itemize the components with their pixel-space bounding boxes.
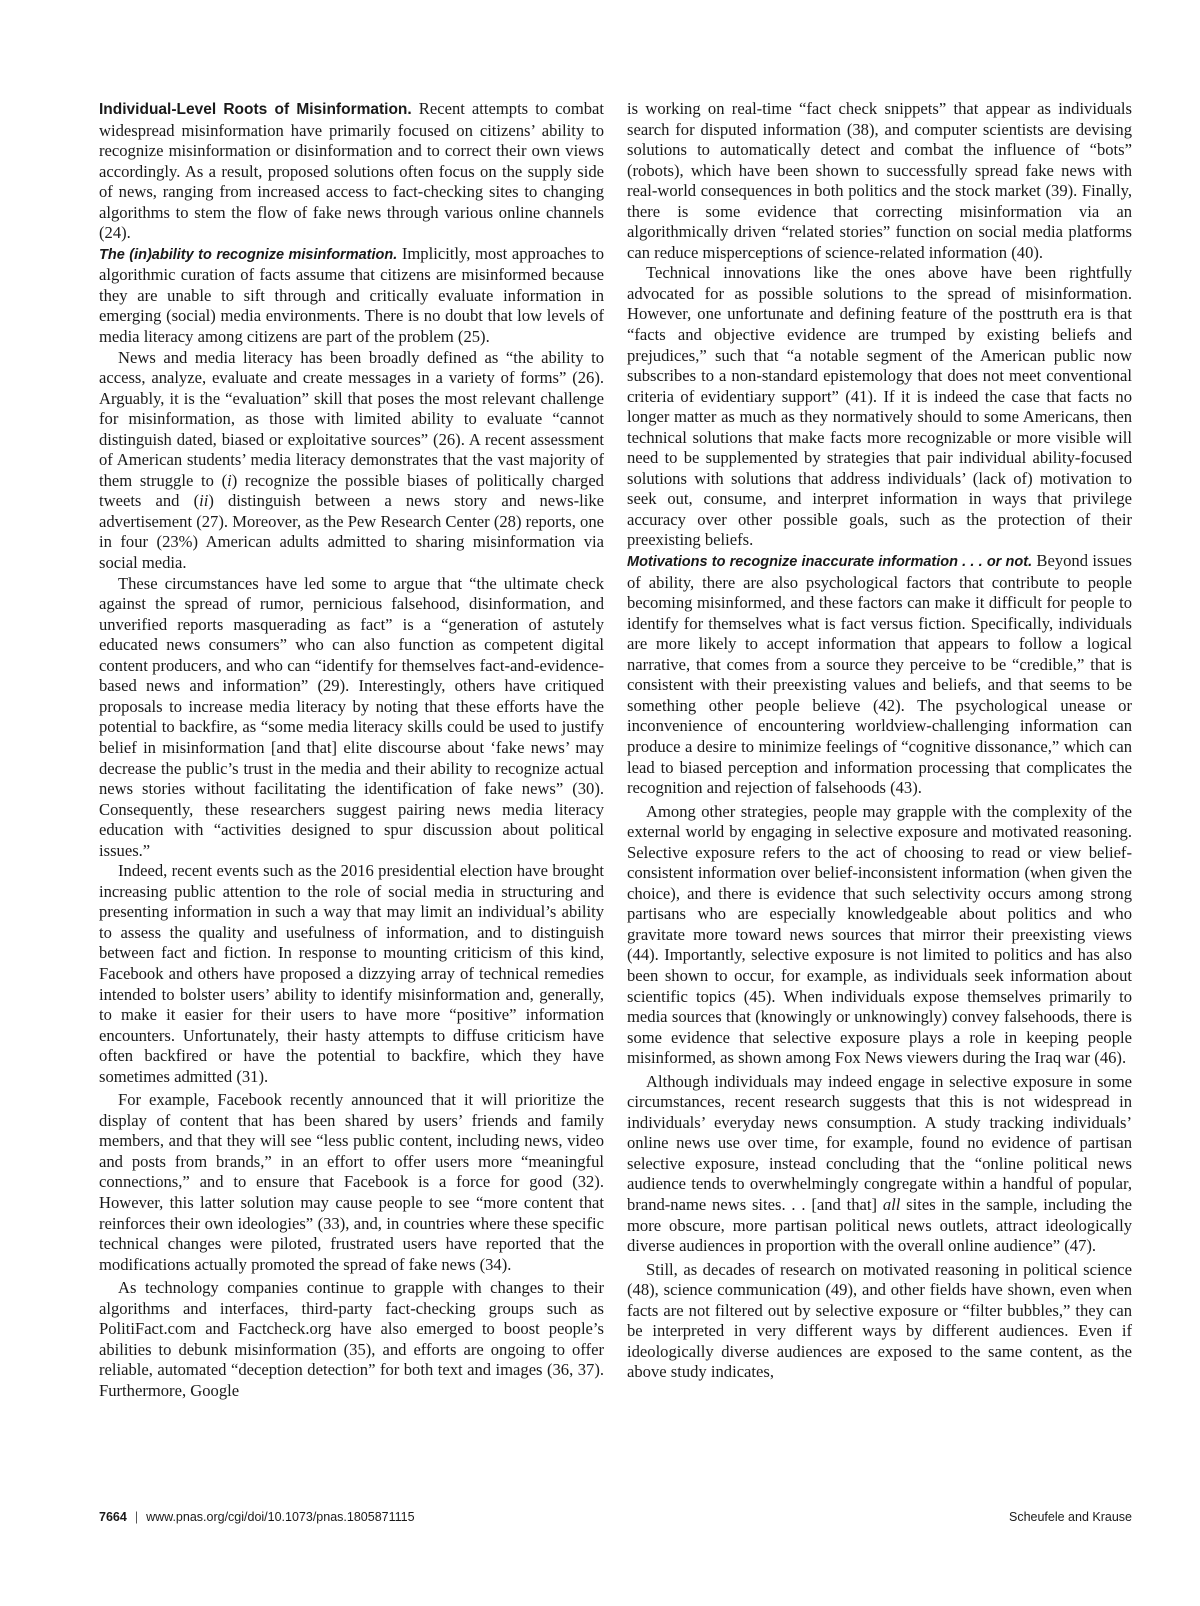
right-column: [627, 99, 1132, 1383]
doi-link[interactable]: www.pnas.org/cgi/doi/10.1073/pnas.1805871115: [146, 1510, 415, 1524]
paragraph-text: Implicitly, most approaches to algorithmic curation of facts assume that citizens are misinformed because they are unable to sift through and critically evaluate information in emerging (social) media environments. There is no doubt that low levels of media literacy among citizens are part of the problem (25).: [99, 243, 604, 347]
paragraph: [99, 99, 604, 244]
paragraph: is working on real-time “fact check snippets” that appear as individuals search for disputed information (38), and computer scientists are devising solutions to automatically detect and combat the influence of “bots” (robots), which have been shown to successfully spread fake news with real-world consequences in both politics and the stock market (39). Finally, there is some evidence that correcting misinformation via an algorithmically driven “related stories” function on social media platforms can reduce misperceptions of science-related information (40).: [627, 99, 1132, 262]
paragraph: Although individuals may indeed engage in selective exposure in some circumstances, recent research suggests that this is not widespread in individuals’ everyday news consumption. A study tracking individuals’ online news use over time, for example, found no evidence of partisan selective exposure, instead concluding that the “online political news audience tends to overwhelmingly congregate within a handful of popular, brand-name news sites. . . [and that] all sites in the sample, including the more obscure, more partisan political news outlets, attract ideologically diverse audiences in proportion with the overall online audience” (47).: [627, 1071, 1132, 1256]
paragraph-text: Beyond issues of ability, there are also psychological factors that contribute to people becoming misinformed, and these factors can make it difficult for people to identify for themselves what is fact versus fiction. Specifically, individuals are more likely to accept information that appears to follow a logical narrative, that comes from a source they perceive to be “credible,” that is consistent with their preexisting values and beliefs, and that seems to be something other people believe (42). The psychological unease or inconvenience of encountering worldview-challenging information can produce a desire to minimize feelings of “cognitive dissonance,” which can lead to biased perception and information processing that complicates the recognition and rejection of falsehoods (43).: [627, 551, 1132, 798]
paragraph: Among other strategies, people may grapple with the complexity of the external world by engaging in selective exposure and motivated reasoning. Selective exposure refers to the act of choosing to read or view belief-consistent information over belief-inconsistent information (when given the choice), and there is evidence that such selectivity occurs among strong partisans who are especially knowledgeable about politics and who gravitate more toward news sources that mirror their preexisting views (44). Importantly, selective exposure is not limited to politics and has also been shown to occur, for example, as individuals seek information about scientific topics (45). When individuals expose themselves primarily to media sources that (knowingly or unknowingly) convey falsehoods, there is some evidence that selective exposure plays a role in keeping people misinformed, as shown among Fox News viewers during the Iraq war (46).: [627, 801, 1132, 1068]
left-column: [99, 99, 604, 1401]
paragraph-text: Recent attempts to combat widespread misinformation have primarily focused on citizens’ ability to recognize misinformation or disinformation and to correct their own views accordingly. As a result, proposed solutions often focus on the supply side of news, ranging from increased access to fact-checking sites to changing algorithms to stem the flow of fake news through various online channels (24).: [99, 99, 604, 243]
paragraph: [99, 244, 604, 348]
page-footer: [99, 1510, 1132, 1530]
footer-separator: |: [134, 1510, 139, 1524]
paragraph: Still, as decades of research on motivated reasoning in political science (48), science communication (49), and other fields have shown, even when facts are not filtered out by selective exposure or “filter bubbles,” they can be interpreted in very different ways by different audiences. Even if ideologically diverse audiences are exposed to the same content, as the above study indicates,: [627, 1259, 1132, 1382]
subsection-heading: Motivations to recognize inaccurate information . . . or not.: [627, 554, 1033, 571]
footer-authors: Scheufele and Krause: [1008, 1510, 1132, 1524]
paragraph: [627, 551, 1132, 799]
paragraph: News and media literacy has been broadly defined as “the ability to access, analyze, evaluate and create messages in a variety of forms” (26). Arguably, it is the “evaluation” skill that poses the most relevant challenge for misinformation, as those with limited ability to evaluate “cannot distinguish dated, biased or exploitative sources” (26). A recent assessment of American students’ media literacy demonstrates that the vast majority of them struggle to (i) recognize the possible biases of politically charged tweets and (ii) distinguish between a news story and news-like advertisement (27). Moreover, as the Pew Research Center (28) reports, one in four (23%) American adults admitted to sharing misinformation via social media.: [99, 347, 604, 573]
paragraph: These circumstances have led some to argue that “the ultimate check against the spread of rumor, pernicious falsehood, disinformation, and unverified reports masquerading as fact” is a “generation of astutely educated news consumers” who can also function as competent digital content producers, and who can “identify for themselves fact-and-evidence-based news and information” (29). Interestingly, others have critiqued proposals to increase media literacy by noting that these efforts have the potential to backfire, as “some media literacy skills could be used to justify belief in misinformation [and that] elite discourse about ‘fake news’ may decrease the public’s trust in the media and their ability to recognize actual news stories without facilitating the identification of fake news” (30). Consequently, these researchers suggest pairing news media literacy education with “activities designed to spur discussion about political issues.”: [99, 573, 604, 860]
subsection-heading: The (in)ability to recognize misinformation.: [99, 246, 398, 263]
paragraph: As technology companies continue to grapple with changes to their algorithms and interfaces, third-party fact-checking groups such as PolitiFact.com and Factcheck.org have also emerged to boost people’s abilities to debunk misinformation (35), and efforts are ongoing to offer reliable, automated “deception detection” for both text and images (36, 37). Furthermore, Google: [99, 1278, 604, 1400]
paragraph: Technical innovations like the ones above have been rightfully advocated for as possible solutions to the spread of misinformation. However, one unfortunate and defining feature of the posttruth era is that “facts and objective evidence are trumped by existing beliefs and prejudices,” such that “a notable segment of the American public now subscribes to a non-standard epistemology that does not meet conventional criteria of evidentiary support” (41). If it is indeed the case that facts no longer matter as much as they normatively should to some Americans, then technical solutions that make facts more recognizable or more visible will need to be supplemented by strategies that pair individual ability-focused solutions with solutions that address individuals’ (lack of) motivation to seek out, consume, and interpret information in ways that privilege accuracy over other possible goals, such as the protection of their preexisting beliefs.: [627, 263, 1132, 550]
section-heading: Individual-Level Roots of Misinformation.: [99, 101, 412, 118]
page-number: 7664: [99, 1510, 127, 1524]
paragraph: For example, Facebook recently announced that it will prioritize the display of content that has been shared by users’ friends and family members, and that they will see “less public content, including news, video and posts from brands,” in an effort to offer users more “meaningful connections,” and to ensure that Facebook is a force for good (32). However, this latter solution may cause people to see “more content that reinforces their own ideologies” (33), and, in countries where these specific technical changes were piloted, frustrated users have reported that the modifications actually promoted the spread of fake news (34).: [99, 1090, 604, 1274]
paragraph: Indeed, recent events such as the 2016 presidential election have brought increasing public attention to the role of social media in structuring and presenting information in such a way that may limit an individual’s ability to assess the quality and usefulness of information, and to distinguish between fact and fiction. In response to mounting criticism of this kind, Facebook and others have proposed a dizzying array of technical remedies intended to bolster users’ ability to identify misinformation and, generally, to make it easier for their users to have more “positive” information encounters. Unfortunately, their hasty attempts to diffuse criticism have often backfired or have the potential to backfire, which they have sometimes admitted (31).: [99, 861, 604, 1086]
